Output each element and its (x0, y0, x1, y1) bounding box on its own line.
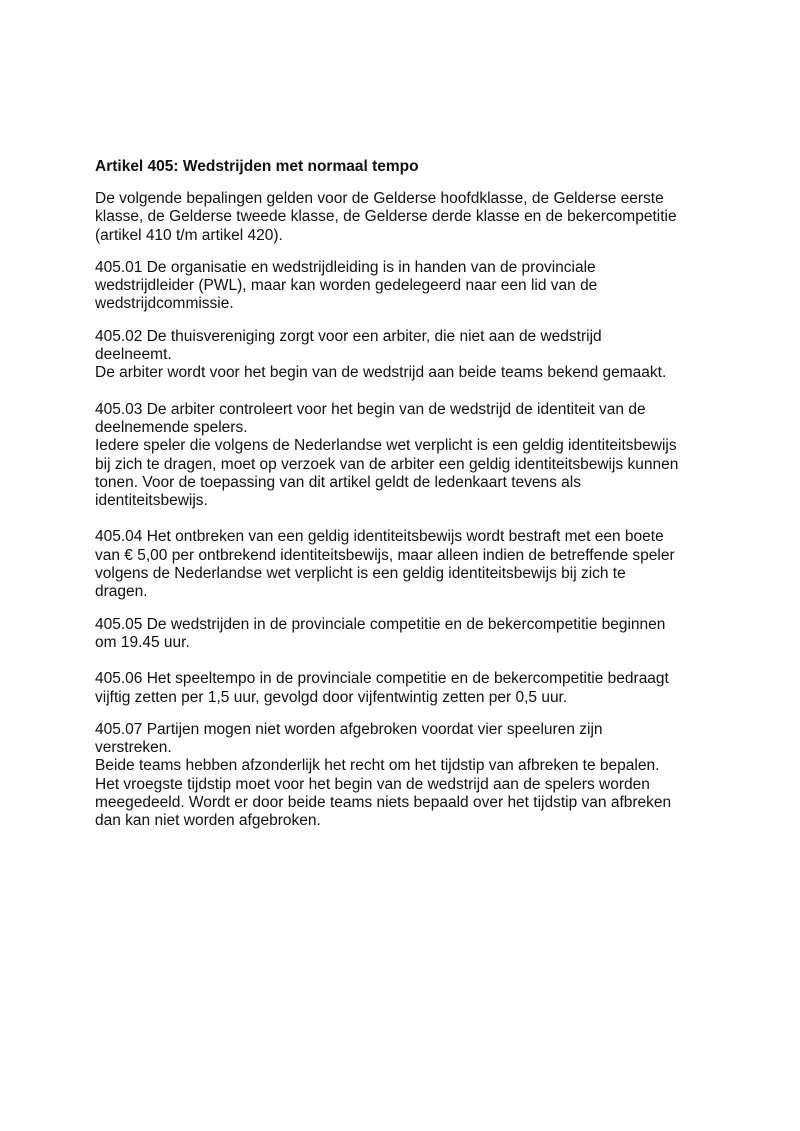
text-line: klasse, de Gelderse tweede klasse, de Gelderse derde klasse en de bekercompetitie (95, 208, 677, 226)
text-line: deelneemt. (95, 346, 172, 364)
article-405-01 (95, 259, 735, 314)
text-line: deelnemende spelers. (95, 418, 248, 436)
text-line: 405.03 De arbiter controleert voor het begin van de wedstrijd de identiteit van de (95, 400, 646, 418)
document-page (95, 157, 735, 831)
text-line: meegedeeld. Wordt er door beide teams niets bepaald over het tijdstip van afbreken (95, 794, 672, 812)
text-line: De volgende bepalingen gelden voor de Gelderse hoofdklasse, de Gelderse eerste (95, 190, 664, 207)
intro-paragraph (95, 190, 735, 245)
text-line: tonen. Voor de toepassing van dit artikel geldt de ledenkaart tevens als (95, 473, 581, 491)
text-line: identiteitsbewijs. (95, 492, 208, 510)
article-405-06 (95, 670, 735, 707)
text-line: 405.07 Partijen mogen niet worden afgebroken voordat vier speeluren zijn (95, 720, 603, 738)
text-line: (artikel 410 t/m artikel 420). (95, 226, 283, 244)
article-title: Artikel 405: Wedstrijden met normaal tempo (95, 158, 419, 175)
text-line: vijftig zetten per 1,5 uur, gevolgd door vijfentwintig zetten per 0,5 uur. (95, 688, 568, 706)
text-line: dragen. (95, 583, 148, 601)
text-line: wedstrijdleider (PWL), maar kan worden gedelegeerd naar een lid van de (95, 277, 598, 295)
text-line: om 19.45 uur. (95, 633, 190, 651)
article-405-07 (95, 721, 735, 831)
text-line: 405.05 De wedstrijden in de provinciale competitie en de bekercompetitie beginnen (95, 615, 666, 633)
text-line: volgens de Nederlandse wet verplicht is een geldig identiteitsbewijs bij zich te (95, 565, 626, 583)
text-line: Het vroegste tijdstip moet voor het begin van de wedstrijd aan de spelers worden (95, 775, 650, 793)
article-405-04 (95, 528, 735, 601)
text-line: 405.06 Het speeltempo in de provinciale competitie en de bekercompetitie bedraagt (95, 670, 669, 688)
text-line: dan kan niet worden afgebroken. (95, 812, 321, 830)
text-line: 405.01 De organisatie en wedstrijdleiding is in handen van de provinciale (95, 258, 596, 276)
article-405-05 (95, 616, 735, 653)
text-line: 405.04 Het ontbreken van een geldig identiteitsbewijs wordt bestraft met een boete (95, 528, 664, 546)
text-line: wedstrijdcommissie. (95, 295, 234, 313)
text-line: verstreken. (95, 739, 172, 757)
text-line: Beide teams hebben afzonderlijk het recht om het tijdstip van afbreken te bepalen. (95, 757, 660, 775)
text-line: bij zich te dragen, moet op verzoek van de arbiter een geldig identiteitsbewijs kunnen (95, 455, 679, 473)
text-line: 405.02 De thuisvereniging zorgt voor een arbiter, die niet aan de wedstrijd (95, 327, 602, 345)
article-405-02 (95, 328, 735, 383)
text-line: van € 5,00 per ontbrekend identiteitsbewijs, maar alleen indien de betreffende speler (95, 546, 675, 564)
article-405-03 (95, 401, 735, 511)
text-line: De arbiter wordt voor het begin van de wedstrijd aan beide teams bekend gemaakt. (95, 364, 667, 382)
text-line: Iedere speler die volgens de Nederlandse wet verplicht is een geldig identiteitsbewijs (95, 437, 677, 455)
